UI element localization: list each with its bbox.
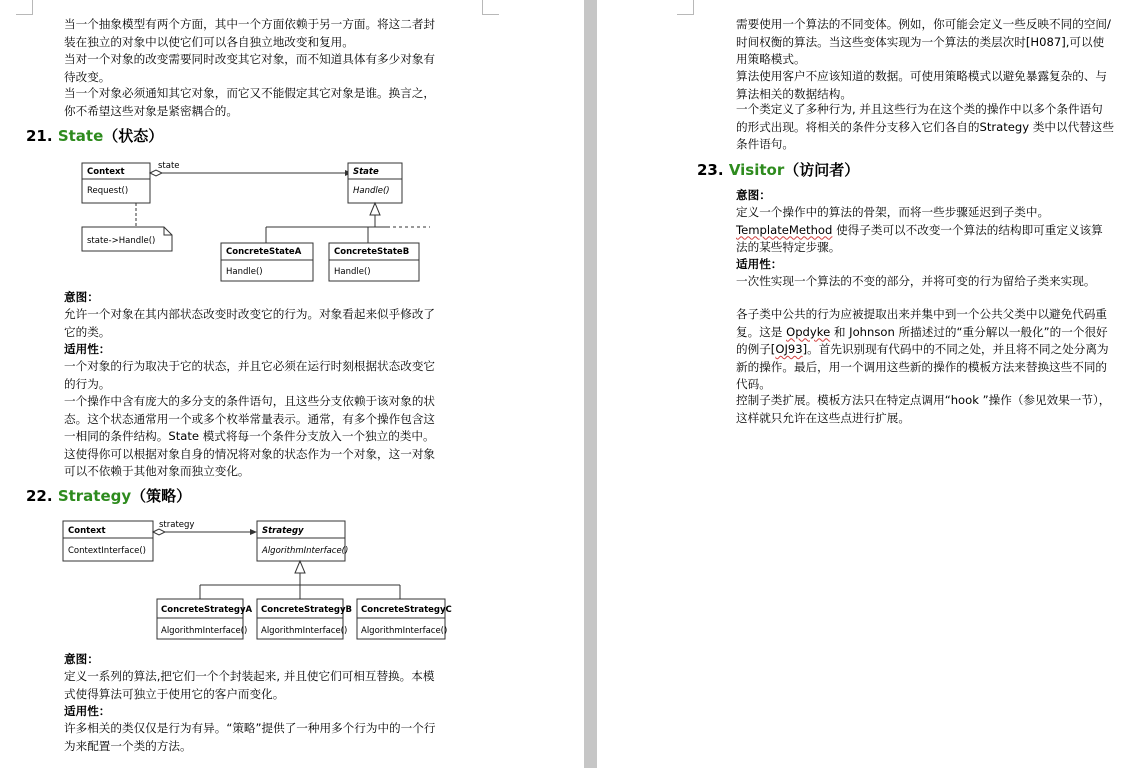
section-title-cn: （状态）	[103, 127, 164, 145]
intent-text	[736, 204, 1114, 257]
section-number: 23.	[697, 161, 724, 179]
intent-label: 意图：	[736, 188, 771, 202]
applicability-item: 一次性实现一个算法的不变的部分，并将可变的行为留给子类来实现。	[736, 274, 1096, 288]
context-method: ContextInterface()	[68, 546, 146, 556]
concrete-strategy-a-name: ConcreteStrategyA	[161, 605, 253, 615]
concrete-strategy-c-method: AlgorithmInterface()	[361, 626, 448, 636]
applicability-item: 许多相关的类仅仅是行为有异。“策略”提供了一种用多个行为中的一个行为来配置一个类的方法。	[64, 721, 436, 753]
page-gutter	[584, 0, 597, 768]
association-role-label: state	[158, 161, 180, 171]
applicability-item: 一个操作中含有庞大的多分支的条件语句，且这些分支依赖于该对象的状态。这个状态通常用一个或多个枚举常量表示。通常，有多个操作包含这一相同的条件结构。State 模式将每一个条件分支放入一个独立的类中。这使得你可以根据对象自身的情况将对象的状态作为一个对象，这一对象可以不依赖于其他对象而独立变化。	[64, 394, 436, 478]
intro-paragraph: 当对一个对象的改变需要同时改变其它对象，而不知道具体有多少对象有待改变。	[64, 52, 436, 84]
paragraph-text: 定义一个操作中的算法的骨架，而将一些步骤延迟到子类中。	[736, 205, 1050, 219]
concrete-state-b-method: Handle()	[334, 267, 371, 277]
applicability-item	[736, 306, 1114, 394]
concrete-state-b-name: ConcreteStateB	[334, 247, 410, 257]
context-method: Request()	[87, 186, 129, 196]
paragraph-text: 使得子类可以不改变一个算法的结构即可重定义该算法的某些特定步骤。	[736, 222, 1103, 254]
association-role-label: strategy	[159, 520, 195, 530]
state-method: Handle()	[353, 186, 390, 196]
paragraph-text: ]。首先识别现有代码中的不同之处，并且将不同之处分离为新的操作。最后，用一个调用这些新的操作的模板方法来替换这些不同的代码。	[736, 342, 1109, 391]
note-text: state->Handle()	[87, 236, 156, 246]
spellcheck-word: OJ93	[775, 342, 803, 356]
margin-corner-mark	[677, 0, 694, 15]
document-page-right	[597, 0, 1146, 768]
concrete-strategy-c-name: ConcreteStrategyC	[361, 605, 452, 615]
applicability-label: 适用性：	[64, 704, 111, 718]
applicability-label: 适用性：	[736, 257, 783, 271]
section-heading-state	[26, 125, 163, 147]
concrete-strategy-a-method: AlgorithmInterface()	[161, 626, 248, 636]
state-uml-diagram	[60, 155, 440, 285]
section-title-cn: （访问者）	[784, 161, 860, 179]
intro-paragraph: 当一个抽象模型有两个方面，其中一个方面依赖于另一方面。将这二者封装在独立的对象中以使它们可以各自独立地改变和复用。	[64, 17, 436, 49]
concrete-strategy-b-name: ConcreteStrategyB	[261, 605, 352, 615]
concrete-state-a-name: ConcreteStateA	[226, 247, 302, 257]
section-title-en: Strategy	[57, 487, 132, 505]
intent-text: 定义一系列的算法,把它们一个个封装起来, 并且使它们可相互替换。本模式使得算法可独立于使用它的客户而变化。	[64, 669, 435, 701]
paragraph-text: ,可以使用策略模式。	[736, 34, 1105, 66]
paragraph-text: 各子类中公共的行为应被提取出来并集中到一个公共父类中以避免代码重复。这是	[736, 307, 1108, 339]
concrete-state-a-method: Handle()	[226, 267, 263, 277]
section-heading-visitor	[697, 159, 859, 181]
section-number: 22.	[26, 487, 53, 505]
concrete-strategy-b-method: AlgorithmInterface()	[261, 626, 348, 636]
section-heading-strategy	[26, 485, 191, 507]
section-number: 21.	[26, 127, 53, 145]
applicability-item: 控制子类扩展。模板方法只在特定点调用“hook ”操作（参见效果一节），这样就只允许在这些点进行扩展。	[736, 393, 1111, 425]
spellcheck-word: Opdyke	[786, 324, 831, 339]
section-title-cn: （策略）	[131, 487, 192, 505]
state-class-name: State	[353, 167, 379, 177]
applicability-item	[736, 16, 1114, 69]
context-class-name: Context	[87, 167, 125, 177]
strategy-class-name: Strategy	[262, 526, 304, 536]
context-class-name: Context	[68, 526, 106, 536]
strategy-method: AlgorithmInterface()	[262, 546, 349, 556]
paragraph-text: 需要使用一个算法的不同变体。例如，你可能会定义一些反映不同的空间/时间权衡的算法。当这些变体实现为一个算法的类层次时[H087]	[736, 17, 1111, 49]
spellcheck-word: TemplateMethod	[736, 222, 833, 237]
applicability-label: 适用性：	[64, 342, 111, 356]
intent-label: 意图：	[64, 290, 99, 304]
section-title-en: Visitor	[728, 161, 785, 179]
strategy-uml-diagram	[60, 515, 450, 645]
intent-label: 意图：	[64, 652, 99, 666]
margin-corner-mark	[16, 0, 33, 15]
section-title-en: State	[57, 127, 104, 145]
applicability-item: 一个对象的行为取决于它的状态，并且它必须在运行时刻根据状态改变它的行为。	[64, 359, 436, 391]
applicability-item: 一个类定义了多种行为, 并且这些行为在这个类的操作中以多个条件语句的形式出现。将相关的条件分支移入它们各自的Strategy 类中以代替这些条件语句。	[736, 102, 1114, 151]
intent-text: 允许一个对象在其内部状态改变时改变它的行为。对象看起来似乎修改了它的类。	[64, 307, 436, 339]
intro-paragraph: 当一个对象必须通知其它对象，而它又不能假定其它对象是谁。换言之，你不希望这些对象是紧密耦合的。	[64, 86, 436, 118]
paragraph-text: 和 Johnson 所描述过的“重分解以一般化”的一个很好的例子[	[736, 324, 1108, 356]
margin-corner-mark	[482, 0, 499, 15]
applicability-item: 算法使用客户不应该知道的数据。可使用策略模式以避免暴露复杂的、与算法相关的数据结构。	[736, 69, 1108, 101]
